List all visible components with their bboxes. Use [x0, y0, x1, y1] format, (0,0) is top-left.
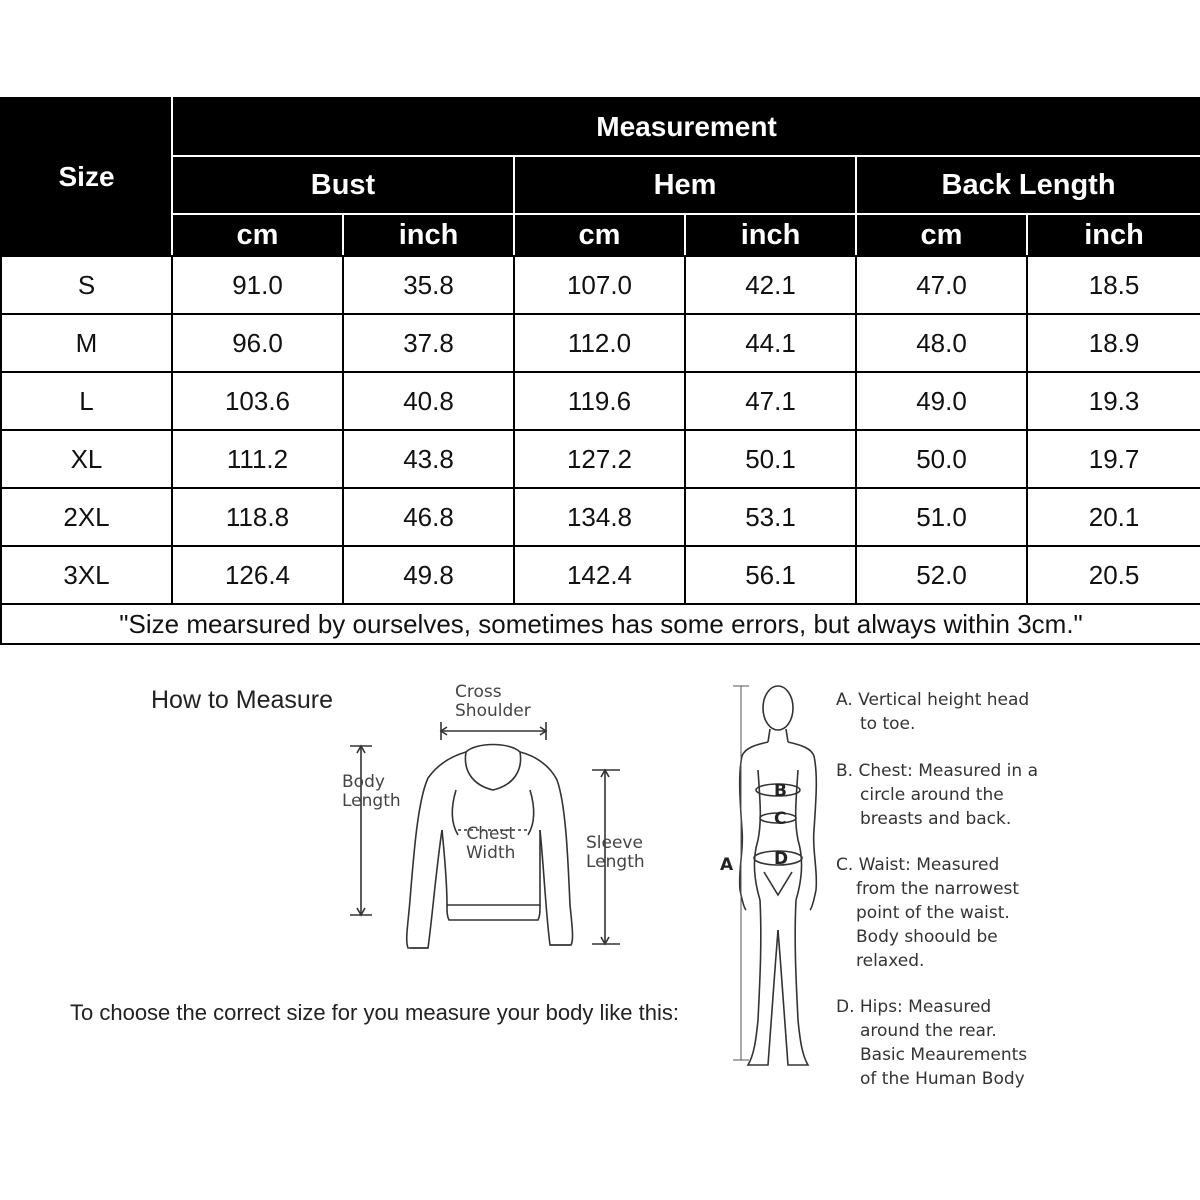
- table-cell: 49.8: [343, 546, 514, 604]
- size-note: "Size mearsured by ourselves, sometimes has some errors, but always within 3cm.": [1, 604, 1200, 644]
- table-cell: 111.2: [172, 430, 343, 488]
- table-cell: 96.0: [172, 314, 343, 372]
- how-to-measure-title: How to Measure: [151, 686, 334, 714]
- unit-header: inch: [1027, 214, 1200, 256]
- table-cell: M: [1, 314, 172, 372]
- table-cell: 20.5: [1027, 546, 1200, 604]
- table-cell: 18.9: [1027, 314, 1200, 372]
- desc-line: breasts and back.: [860, 809, 1012, 829]
- body-illustration: [733, 686, 816, 1065]
- table-cell: 50.0: [856, 430, 1027, 488]
- table-cell: 47.1: [685, 372, 856, 430]
- desc-line: relaxed.: [856, 951, 925, 971]
- back-length-header: Back Length: [856, 156, 1200, 214]
- chest-width-line: Width: [466, 843, 516, 863]
- table-cell: 46.8: [343, 488, 514, 546]
- table-cell: 3XL: [1, 546, 172, 604]
- table-cell: 48.0: [856, 314, 1027, 372]
- table-cell: 44.1: [685, 314, 856, 372]
- cross-shoulder-label: [455, 683, 531, 721]
- marker-c: C: [774, 809, 787, 829]
- desc-line: to toe.: [860, 714, 916, 734]
- choose-size-instruction: To choose the correct size for you measure your body like this:: [70, 1000, 679, 1025]
- table-cell: 112.0: [514, 314, 685, 372]
- table-cell: 19.3: [1027, 372, 1200, 430]
- table-cell: 56.1: [685, 546, 856, 604]
- description-c: [836, 853, 1019, 973]
- description-a: [836, 688, 1029, 736]
- table-cell: S: [1, 256, 172, 314]
- table-cell: 126.4: [172, 546, 343, 604]
- table-cell: 91.0: [172, 256, 343, 314]
- desc-line: circle around the: [860, 785, 1004, 805]
- table-cell: XL: [1, 430, 172, 488]
- desc-line: Basic Meaurements: [860, 1045, 1028, 1065]
- desc-line: A. Vertical height head: [836, 690, 1030, 710]
- table-cell: 18.5: [1027, 256, 1200, 314]
- table-cell: L: [1, 372, 172, 430]
- table-cell: 53.1: [685, 488, 856, 546]
- table-cell: 103.6: [172, 372, 343, 430]
- chest-width-label: [466, 825, 515, 863]
- table-cell: 40.8: [343, 372, 514, 430]
- desc-line: around the rear.: [860, 1021, 997, 1041]
- unit-header: cm: [172, 214, 343, 256]
- marker-a: A: [720, 855, 734, 875]
- desc-line: Body shoould be: [856, 927, 998, 947]
- table-cell: 127.2: [514, 430, 685, 488]
- unit-header: inch: [685, 214, 856, 256]
- unit-header: cm: [856, 214, 1027, 256]
- table-cell: 51.0: [856, 488, 1027, 546]
- table-cell: 19.7: [1027, 430, 1200, 488]
- table-cell: 52.0: [856, 546, 1027, 604]
- marker-b: B: [774, 781, 787, 801]
- desc-line: C. Waist: Measured: [836, 855, 1000, 875]
- body-length-line: Body: [342, 772, 385, 792]
- sleeve-length-label: [586, 834, 645, 872]
- size-header: Size: [1, 98, 172, 256]
- description-b: [836, 759, 1038, 831]
- measurement-header: Measurement: [172, 98, 1200, 156]
- table-cell: 47.0: [856, 256, 1027, 314]
- table-cell: 42.1: [685, 256, 856, 314]
- table-cell: 35.8: [343, 256, 514, 314]
- table-cell: 49.0: [856, 372, 1027, 430]
- desc-line: of the Human Body: [860, 1069, 1025, 1089]
- table-cell: 50.1: [685, 430, 856, 488]
- table-cell: 37.8: [343, 314, 514, 372]
- desc-line: B. Chest: Measured in a: [836, 761, 1038, 781]
- cross-shoulder-line: Cross: [455, 682, 502, 702]
- chest-width-line: Chest: [466, 824, 516, 844]
- desc-line: D. Hips: Measured: [836, 997, 992, 1017]
- unit-header: cm: [514, 214, 685, 256]
- table-cell: 119.6: [514, 372, 685, 430]
- table-cell: 107.0: [514, 256, 685, 314]
- body-length-label: [342, 773, 401, 811]
- table-cell: 118.8: [172, 488, 343, 546]
- marker-d: D: [774, 849, 789, 869]
- cross-shoulder-line: Shoulder: [455, 701, 531, 721]
- desc-line: from the narrowest: [856, 879, 1020, 899]
- table-cell: 20.1: [1027, 488, 1200, 546]
- sleeve-length-line: Length: [586, 852, 645, 872]
- body-length-line: Length: [342, 791, 401, 811]
- table-cell: 2XL: [1, 488, 172, 546]
- bust-header: Bust: [172, 156, 514, 214]
- table-cell: 43.8: [343, 430, 514, 488]
- hem-header: Hem: [514, 156, 856, 214]
- table-cell: 142.4: [514, 546, 685, 604]
- sleeve-length-line: Sleeve: [586, 833, 643, 853]
- description-d: [836, 995, 1027, 1091]
- table-cell: 134.8: [514, 488, 685, 546]
- desc-line: point of the waist.: [856, 903, 1010, 923]
- unit-header: inch: [343, 214, 514, 256]
